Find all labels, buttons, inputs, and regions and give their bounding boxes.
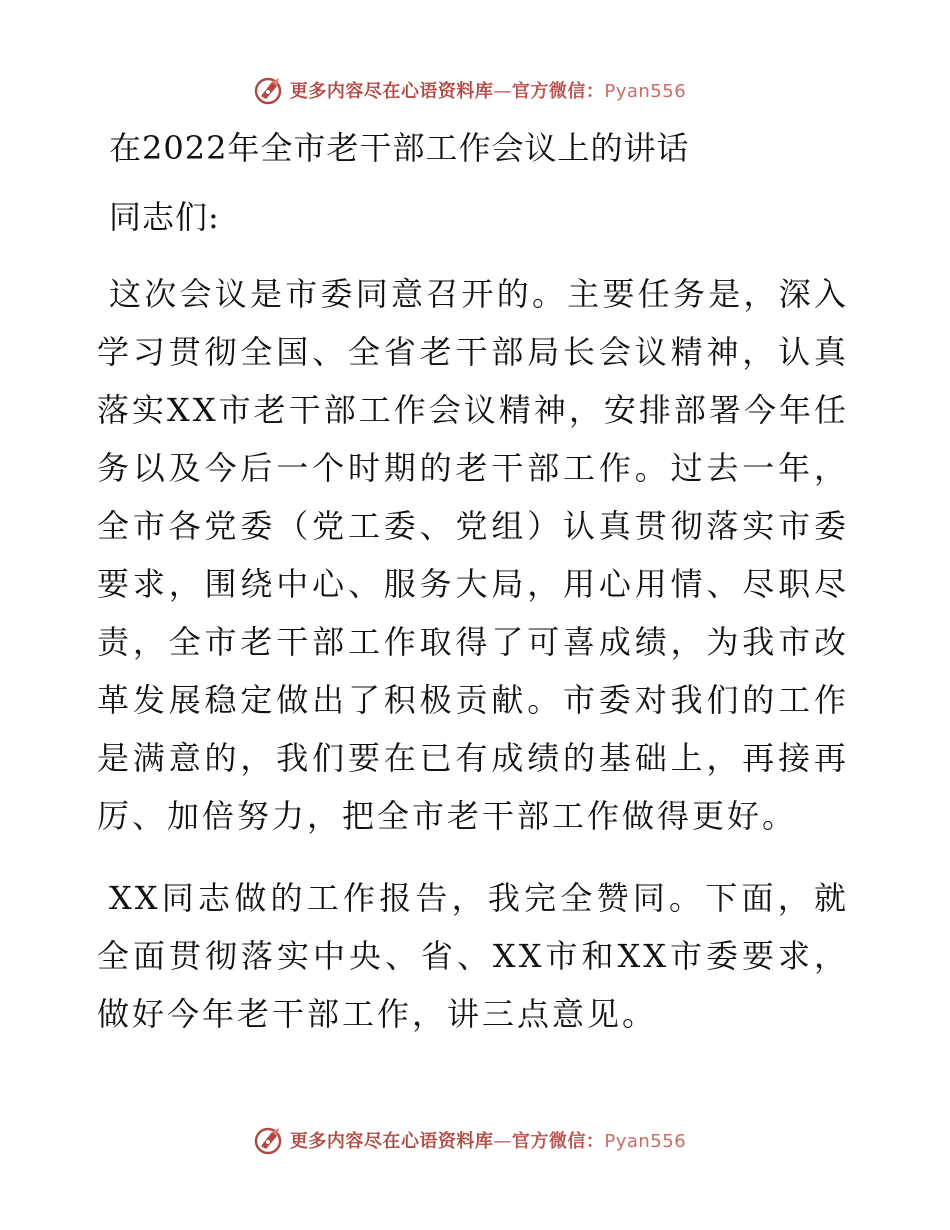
- watermark-wechat-id: Pyan556: [604, 81, 687, 102]
- pen-nib-circle-icon: [252, 1124, 284, 1156]
- watermark-group: [252, 74, 686, 106]
- watermark-text: [290, 77, 686, 103]
- watermark-main-text: 更多内容尽在心语资料库: [289, 81, 494, 102]
- watermark-wechat-id: Pyan556: [604, 1131, 687, 1152]
- document-body: [97, 120, 857, 1043]
- watermark-group: [252, 1124, 686, 1156]
- header-watermark-banner: [0, 72, 950, 108]
- document-greeting: 同志们:: [109, 198, 220, 236]
- footer-watermark-banner: [0, 1122, 950, 1158]
- document-title: 在2022年全市老干部工作会议上的讲话: [109, 129, 690, 167]
- pen-nib-circle-icon: [252, 74, 284, 106]
- watermark-separator: —: [493, 1131, 512, 1152]
- watermark-wechat-label: 官方微信：: [511, 81, 605, 102]
- watermark-wechat-label: 官方微信：: [511, 1131, 605, 1152]
- watermark-separator: —: [493, 81, 512, 102]
- watermark-text: [290, 1127, 686, 1153]
- document-paragraph-1: 这次会议是市委同意召开的。主要任务是，深入学习贯彻全国、全省老干部局长会议精神，认真落实XX市老干部工作会议精神，安排部署今年任务以及今后一个时期的老干部工作。过去一年，全市各党委（党工委、党组）认真贯彻落实市委要求，围绕中心、服务大局，用心用情、尽职尽责，全市老干部工作取得了可喜成绩，为我市改革发展稳定做出了积极贡献。市委对我们的工作是满意的，我们要在已有成绩的基础上，再接再厉、加倍努力，把全市老干部工作做得更好。: [97, 275, 849, 835]
- watermark-main-text: 更多内容尽在心语资料库: [289, 1131, 494, 1152]
- document-paragraph-2: XX同志做的工作报告，我完全赞同。下面，就全面贯彻落实中央、省、XX市和XX市委要求，做好今年老干部工作，讲三点意见。: [97, 879, 849, 1033]
